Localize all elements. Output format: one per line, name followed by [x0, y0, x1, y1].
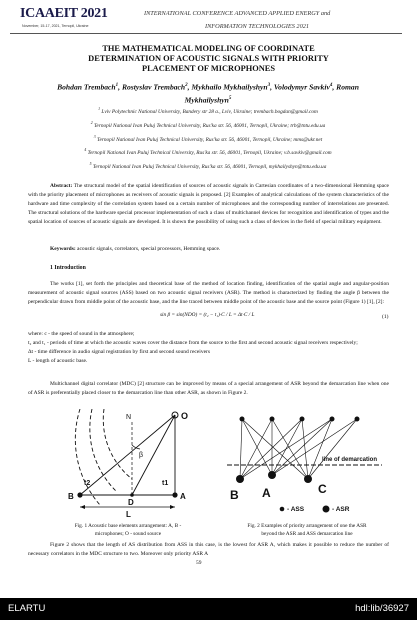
arrow-right	[170, 505, 175, 509]
abstract-text: The structural model of the spatial identification of sources of acoustic signals in Cartesian coordinates of a two-dimensional Hemming space with the priority placement of microphones as receivers of acoustic signals is proposed. [2] Examples of analytical calculations of the system characteristics of the hardware and time complexity of the correlation system based on a certain number of microphones and the corresponding number of interrelations are presented. The structural solutions of the hardware special processor implementation of such a class of multichannel devices for recognition and identification of types and the spatial location of sources of acoustic signals are developed. It is shown the possibility of using such a class of devices in the field of special military equipment.	[28, 183, 389, 225]
wavefront-arc	[90, 409, 116, 491]
where-line: where: c - the speed of sound in the atmosphere;	[28, 331, 135, 337]
abstract-label: Abstract:	[50, 183, 73, 189]
equation-number: (1)	[382, 314, 389, 320]
where-block	[28, 330, 389, 366]
caption-line: Fig. 2 Examples of priority arrangement of one the ASR	[247, 523, 367, 529]
label-t1: t1	[162, 480, 169, 487]
demarcation-label: line of demarcation	[322, 457, 378, 463]
midpoint-d	[130, 493, 134, 497]
repository-footer	[0, 598, 417, 620]
author-name: , Roman	[332, 82, 359, 92]
label-b: B	[68, 492, 74, 501]
affiliation-item: $^3$ Ternopil National Ivan Puluj Technical University, Rus'ka str. 56, 46001, Ternopil, Ukraine; mms@ukr.net	[93, 134, 323, 143]
figure-1	[40, 409, 210, 521]
where-line: Δt - time difference in audio signal registration by first and second sound receivers	[28, 349, 210, 355]
wavefront-arc	[75, 409, 100, 505]
figure-2-diagram	[222, 409, 387, 521]
label-n: N	[126, 414, 132, 421]
affiliation-item: $^4$ Ternopil National Ivan Puluj Technical University, Rus'ka str. 56, 46001, Ternopil, Ukraine; v.b.savkiv@gmail.com	[84, 148, 332, 157]
repository-name[interactable]: ELARTU	[8, 603, 46, 614]
figure-2-caption	[226, 522, 388, 538]
keywords	[28, 245, 389, 254]
receiver-c	[304, 475, 312, 483]
figure-2	[222, 409, 387, 521]
affiliation-text: Ternopil National Ivan Puluj Technical University, Rus'ka str. 56, 46001, Ternopil, Ukraine; trb@tntu.edu.ua	[93, 122, 326, 129]
ass-points	[240, 417, 360, 422]
author-list	[28, 80, 388, 105]
author-name: , Mykhailo Mykhailyshyn	[187, 82, 268, 92]
affiliations	[28, 104, 388, 173]
header-divider	[10, 33, 402, 34]
title-line: THE MATHEMATICAL MODELING OF COORDINATE	[102, 44, 315, 53]
conference-name-line1: INTERNATIONAL CONFERENCE ADVANCED APPLIED ENERGY and	[144, 10, 331, 17]
affiliation-text: Ternopil National Ivan Puluj Technical University, Rus'ka str. 56, 46001, Ternopil, Ukraine; v.b.savkiv@gmail.com	[87, 150, 332, 157]
author-name: , Volodymyr Savkiv	[270, 82, 330, 92]
legend-ass: - ASS	[287, 506, 305, 513]
affiliation-item: $^2$ Ternopil National Ivan Puluj Technical University, Rus'ka str. 56, 46001, Ternopil, Ukraine; trb@tntu.edu.ua	[90, 120, 326, 129]
legend-ass-marker	[280, 507, 285, 512]
affiliation-text: Ternopil National Ivan Puluj Technical University, Rus'ka str. 56, 46001, Ternopil, mykhailyshyn@tntu.edu.ua	[92, 163, 327, 170]
label-a: A	[180, 492, 186, 501]
signal-paths	[240, 419, 357, 479]
label-o: O	[181, 411, 189, 421]
conference-logo	[20, 4, 114, 40]
paper-title	[30, 44, 387, 74]
label-t2: t2	[84, 480, 91, 487]
abstract	[28, 182, 389, 227]
figure-1-caption	[48, 522, 208, 538]
arrow-left	[80, 505, 85, 509]
label-d: D	[128, 498, 134, 507]
receiver-b	[236, 475, 244, 483]
intro-paragraph-1: The works [1], set forth the principles and theoretical base of the method of location finding, identification of the spatial angle and angular-position measurement of acoustic signal sources (ASS) based on two acoustic signal receivers (ASR). The method is characterized by finding the angle β between the perpendicular drawn from middle point of the acoustic base, and the line traced between middle point of the acoustic base and the source point (Figure 1) [1], [2]:	[28, 281, 389, 305]
equation-1: sin β = sin(NDO) = (t₂ − t₁)·C / L = Δt·C / L	[160, 312, 255, 318]
authors-line: Mykhailyshyn$^5$	[184, 95, 232, 105]
affiliation-item: $^1$ Lviv Polytechnic National University, Bandery str 28 a., Lviv, Ukraine; trembach.bogdan@gmail.com	[98, 107, 318, 115]
keywords-text: acoustic signals, correlators, special processors, Hemming space.	[75, 246, 221, 252]
label-b: B	[230, 488, 239, 502]
label-a: A	[262, 486, 271, 500]
affiliation-text: Ternopil National Ivan Puluj Technical University, Rus'ka str. 56, 46001, Ternopil, Ukraine; mms@ukr.net	[97, 136, 323, 143]
caption-line: beyond the ASR and ASS demarcation line	[261, 531, 353, 537]
intro-paragraph-3: Figure 2 shows that the length of AS distribution from ASS in this case, is the lowest for ASR A, which makes it possible to reduce the number of necessary correlators in the MDC structure to two. Moreover only priority ASR A	[28, 542, 389, 557]
affiliation-item: $^5$ Ternopil National Ivan Puluj Technical University, Rus'ka str. 56, 46001, Ternopil, mykhailyshyn@tntu.edu.ua	[89, 162, 327, 170]
author-name: Bohdan Trembach	[57, 82, 116, 92]
conference-header	[8, 2, 410, 40]
label-beta: β	[139, 452, 144, 459]
label-l: L	[126, 510, 131, 519]
figure-1-diagram	[40, 409, 210, 521]
microphone-a	[172, 492, 177, 497]
where-line: t₂ and t₁ - periods of time at which the acoustic waves cover the distance from the source to the first and second acoustic signal receivers respectively;	[28, 340, 358, 346]
receiver-a	[268, 471, 276, 479]
affiliation-text: Lviv Polytechnic National University, Bandery str 28 a., Lviv, Ukraine; trembach.bogdan@gmail.com	[101, 108, 318, 115]
handle-identifier[interactable]: hdl:lib/36927	[355, 603, 409, 614]
label-c: C	[318, 482, 327, 496]
intro-paragraph-2: Multichannel digital correlator (MDC) [2] structure can be improved by means of a special arrangement of ASR beyond the demarcation line when one of ASR is preferentially placed closer to the demarcation line than other ASR, as shown in Figure 2.	[28, 381, 389, 396]
legend-asr: - ASR	[332, 506, 350, 513]
microphone-b	[77, 492, 82, 497]
title-line: DETERMINATION OF ACOUSTIC SIGNALS WITH PRIORITY	[88, 54, 329, 63]
logo-title: ICAAEIT 2021	[20, 6, 108, 21]
where-line: L - length of acoustic base.	[28, 358, 88, 364]
keywords-label: Keywords:	[50, 246, 76, 252]
caption-line: microphones; O - sound source	[94, 531, 162, 537]
page-number: 59	[196, 560, 202, 566]
legend-asr-marker	[323, 506, 330, 513]
title-line: PLACEMENT OF MICROPHONES	[141, 64, 276, 73]
caption-line: Fig. 1 Acoustic base elements arrangement: A, B -	[74, 523, 182, 529]
author-name: , Rostyslav Trembach	[118, 82, 186, 92]
section-heading: 1 Introduction	[50, 265, 86, 271]
authors-line: Bohdan Trembach$^1$, Rostyslav Trembach$^2$, Mykhailo Mykhailyshyn$^3$, Volodymyr Savkiv$^4$, Roman	[57, 82, 359, 92]
logo-subtitle: November, 15-17, 2021, Ternopil, Ukraine	[22, 24, 89, 28]
conference-name-line2: INFORMATION TECHNOLOGIES 2021	[205, 23, 310, 30]
author-name: Mykhailyshyn	[184, 95, 229, 105]
